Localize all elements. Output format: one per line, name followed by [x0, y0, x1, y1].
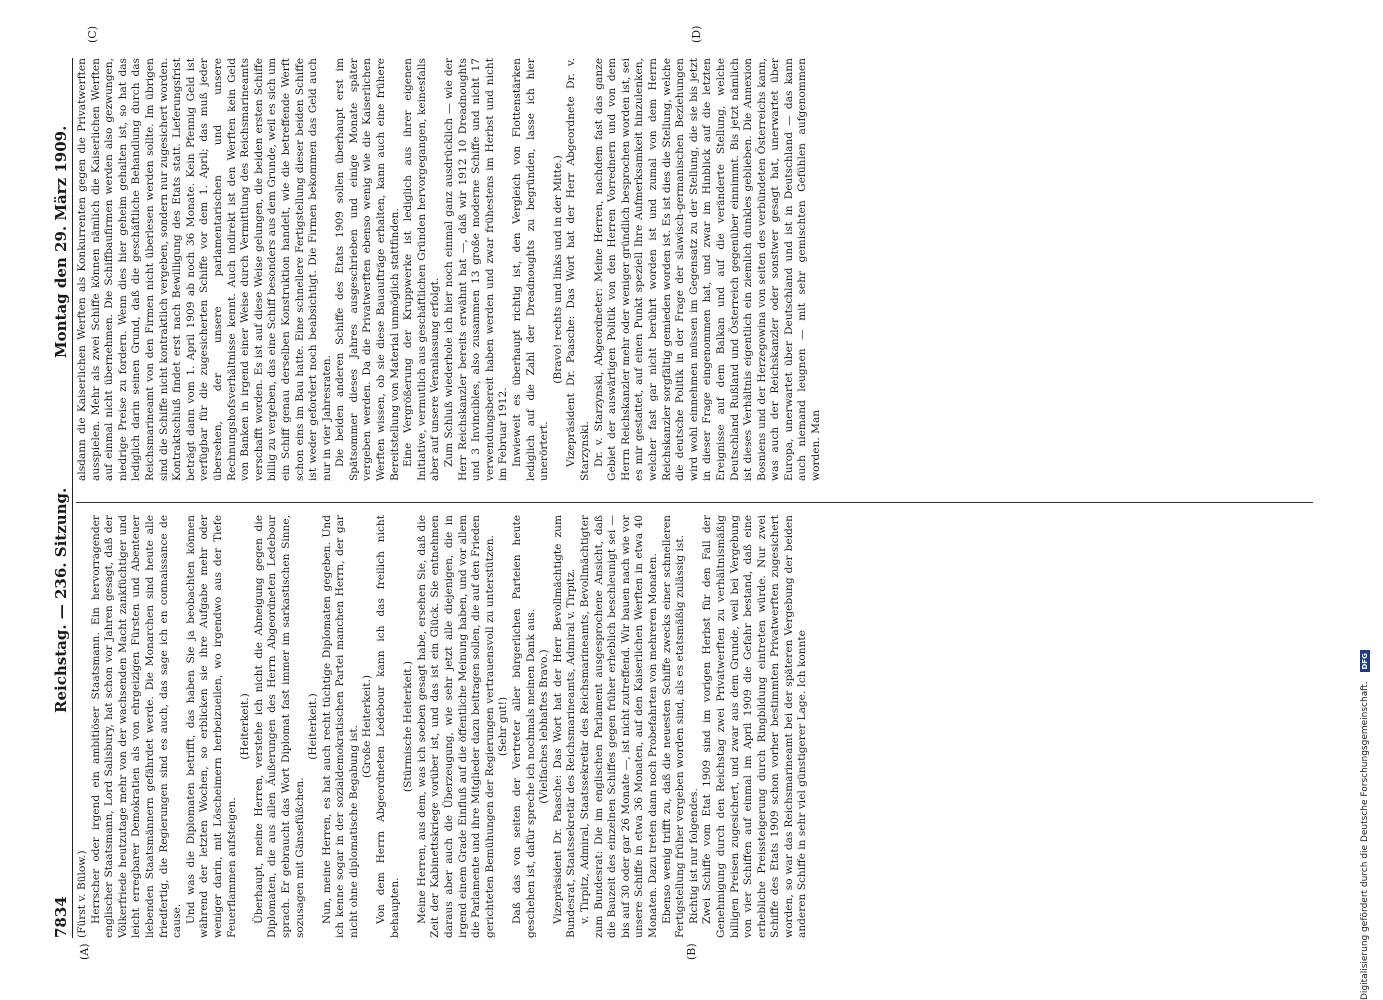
- digitization-credit: [1360, 0, 1376, 1000]
- reaction: (Sehr gut!): [497, 696, 510, 757]
- reaction: (Heiterkeit.): [239, 693, 252, 760]
- header-title: Reichstag. — 236. Sitzung.: [52, 487, 70, 713]
- left-column: [76, 515, 1323, 938]
- paragraph: Daß das von seiten der Vertreter aller bürgerlichen Parteien heute geschehen ist, dafür spreche ich nochmals meinen Dank aus.: [511, 515, 537, 938]
- page-number: 7834: [52, 896, 70, 938]
- paragraph: Richtig ist nur folgendes.: [687, 788, 700, 924]
- paragraph: Und was die Diplomaten betrifft, das haben Sie ja beobachten können während der letzten Wochen, so erblicken sie ihre Aufgabe mehr oder weniger darin, mit Löscheimern herbeizueilen, wo irgendwo aus der Tiefe Feuerflammen aufsteigen.: [184, 515, 238, 938]
- reaction: (Stürmische Heiterkeit.): [402, 660, 415, 793]
- paragraph: Eine Vergrößerung der Kruppwerke ist lediglich aus ihrer eigenen Initiative, vermutlich aus geschäftlichen Gründen hervorgegangen, keinesfalls aber auf unsere Veranlassung erfolgt.: [402, 58, 442, 481]
- paragraph: Überhaupt, meine Herren, verstehe ich nicht die Abneigung gegen die Diplomaten, die aus allen Äußerungen des Herrn Abgeordneten Ledebour sprach. Er gebraucht das Wort Diplomat fast immer im sarkastischen Sinne, sozusagen mit Gänsefüßchen.: [252, 515, 306, 938]
- paragraph: Vizepräsident Dr. Paasche: Das Wort hat der Herr Abgeordnete Dr. v. Starzynski.: [565, 58, 591, 481]
- credit-text: Digitalisierung gefördert durch die Deutsche Forschungsgemeinschaft.: [1360, 681, 1370, 1000]
- paragraph: alsdann die Kaiserlichen Werften als Konkurrenten gegen die Privatwerften ausspielen. Mehr als zwei Schiffe können nämlich die Kaiserlichen Werften auf einmal nicht übernehmen. Die Schiffbaufirmen werden also gezwungen, niedrige Preise zu fordern. Wenn dies hier geheim gehalten ist, so hat das lediglich darin seinen Grund, daß die geschäftliche Behandlung durch das Reichsmarineamt von den Firmen nicht überlesen werden sollte. Im übrigen sind die Schiffe nicht kontraktlich vergeben, sondern nur zugesichert worden. Kontraktschluß findet erst nach Bewilligung des Etats statt. Lieferungsfrist beträgt dann vom 1. April 1909 ab noch 36 Monate. Kein Pfennig Geld ist verfügbar für die zugesicherten Schiffe vor dem 1. April; das muß jeder übersehen, der unsere parlamentarischen und unsere Rechnungshofsverhältnisse kennt. Auch indirekt ist den Werften kein Geld von Banken in irgend einer Weise durch Vermittlung des Reichsmarineamts verschafft worden. Es ist auf diese Weise gelungen, die beiden ersten Schiffe billig zu vergeben, das eine Schiff besonders aus dem Grunde, weil es sich um ein Schiff genau derselben Konstruktion handelt, wie die betreffende Werft schon eins im Bau hatte. Eine schnellere Fertigstellung dieser beiden Schiffe ist weder gefordert noch beabsichtigt. Die Firmen bekommen das Geld auch nur in vier Jahresraten.: [76, 58, 333, 481]
- paragraph: Nun, meine Herren, es hat auch recht tüchtige Diplomaten gegeben. Und ich kenne sogar in der sozialdemokratischen Partei manchen Herrn, der gar nicht ohne diplomatische Begabung ist.: [320, 515, 360, 938]
- paragraph: Ebenso wenig trifft zu, daß die neuesten Schiffe zwecks einer schnelleren Fertigstellung früher vergeben worden sind, als es etatsmäßig zulässig ist.: [660, 515, 687, 938]
- reaction: (Große Heiterkeit.): [361, 674, 374, 779]
- dfg-logo-icon: DFG: [1360, 650, 1370, 672]
- page-header: [52, 58, 72, 938]
- marker-a: (A): [78, 943, 91, 960]
- marker-c: (C): [86, 26, 99, 43]
- reaction: (Vielfaches lebhaftes Bravo.): [538, 649, 551, 804]
- paragraph: Dr. v. Starzynski, Abgeordneter: Meine Herren, nachdem fast das ganze Gebiet der auswärtigen Politik von den Herren Vorrednern und von dem Herrn Reichskanzler mehr oder weniger gründlich besprochen worden ist, sei es mir gestattet, auf einen Punkt speziell Ihre Aufmerksamkeit hinzulenken, welcher fast gar nicht berührt worden ist und zumal von dem Herrn Reichskanzler sorgfältig gemieden worden ist. Es ist dies die Stellung, welche die deutsche Politik in der Frage der slawisch-germanischen Beziehungen wird wohl einnehmen müssen im Gegensatz zu der Stellung, die sie bis jetzt in dieser Frage eingenommen hat, und zwar im Hinblick auf die letzten Ereignisse auf dem Balkan und auf die veränderte Stellung, welche Deutschland Rußland und Österreich gegenüber einnimmt. Bis jetzt nämlich ist dieses Verhältnis eigentlich ein ziemlich dunkles geblieben. Die Annexion Bosniens und der Herzegowina von seiten des verbündeten Österreichs kann, was auch der Reichskanzler oder sonstwer gesagt hat, unerwartet über Europa, unerwartet über Deutschland und ist in Deutschland — das kann auch niemand leugnen — mit sehr gemischten Gefühlen aufgenommen worden. Man: [592, 58, 823, 481]
- column-divider: [76, 502, 1313, 503]
- paragraph: Zum Schluß wiederhole ich hier noch einmal ganz ausdrücklich — wie der Herr Reichskanzler bereits erwähnt hat —, daß wir 1912 10 Dreadnoughts und 3 Invincibles, also zusammen 13 große moderne Schiffe und nicht 17 verwendungsbereit haben werden und zwar frühestens im Herbst und nicht im Februar 1912.: [443, 58, 510, 481]
- paragraph: Inwieweit es überhaupt richtig ist, den Vergleich von Flottenstärken lediglich auf die Zahl der Dreadnoughts zu begründen, lasse ich hier unerörtert.: [511, 58, 551, 481]
- paragraph: Die beiden anderen Schiffe des Etats 1909 sollen überhaupt erst im Spätsommer dieses Jahres ausgeschrieben und einige Monate später vergeben werden. Da die Privatwerften ebenso wenig wie die Kaiserlichen Werften wissen, ob sie diese Bauaufträge erhalten, kann auch eine frühere Bereitstellung von Material unmöglich stattfinden.: [334, 58, 401, 481]
- header-rule: [72, 58, 73, 938]
- header-date: Montag den 29. März 1909.: [52, 125, 70, 358]
- right-column: [76, 58, 1323, 481]
- speaker-note: (Fürst v. Bülow.): [76, 850, 88, 938]
- paragraph: Von dem Herrn Abgeordneten Ledebour kann ich das freilich nicht behaupten.: [375, 515, 401, 938]
- marker-b: (B): [685, 943, 698, 960]
- paragraph: Herrscher oder irgend ein ambitiöser Staatsmann. Ein hervorragender englischer Staatsmann, Lord Salisbury, hat schon vor Jahren gesagt, daß der Völkerfriede heutzutage mehr von der wachsenden Macht zankfüchtiger und leicht erregbarer Demokratien als von ehrgeizigen Fürsten und Abenteuer liebenden Staatsmännern gefährdet werde. Die Monarchen sind heute alle friedfertig, die Regierungen sind es auch, das sage ich en connaissance de cause.: [89, 515, 184, 938]
- marker-d: (D): [690, 25, 703, 43]
- paragraph: v. Tirpitz, Admiral, Staatssekretär des Reichsmarineamts, Bevollmächtigter zum Bundesrat: Die im englischen Parlament ausgesprochene Ansicht, daß die Bauzeit des einzelnen Schiffes gegen früher erheblich beschleunigt sei — bis auf 30 oder gar 26 Monate —, ist nicht zutreffend. Wir bauen nach wie vor unsere Schiffe in etwa 36 Monaten, auf den Kaiserlichen Werften in etwa 40 Monaten. Dazu treten dann noch Probefahrten von mehreren Monaten.: [578, 515, 659, 938]
- reaction: (Bravo! rechts und links und in der Mitte.): [551, 155, 564, 384]
- paragraph: Zwei Schiffe vom Etat 1909 sind im vorigen Herbst für den Fall der Genehmigung durch den Reichstag zwei Privatwerften zu verhältnismäßig billigen Preisen zugesichert, und zwar aus dem Grunde, weil bei Vergebung von vier Schiffen auf einmal im April 1909 die Gefahr bestand, daß eine erhebliche Preissteigerung durch Ringbildung eintreten würde. Nur zwei Schiffe des Etats 1909 schon vorher bestimmten Privatwerften zugesichert worden, so war das Reichsmarineamt bei der späteren Vergebung der beiden anderen Schiffe in sehr viel günstigerer Lage. Ich konnte: [701, 515, 809, 938]
- reaction: (Heiterkeit.): [307, 693, 320, 760]
- paragraph: Meine Herren, aus dem, was ich soeben gesagt habe, ersehen Sie, daß die Zeit der Kabinettskriege vorüber ist, und das ist ein Glück. Sie entnehmen daraus aber auch die Überzeugung, wie sehr jetzt alle diejenigen, die in irgend einem Grade Einfluß auf die öffentliche Meinung haben, und vor allem die Parlamente und ihre Mitglieder dazu beitragen sollen, die auf den Frieden gerichteten Bemühungen der Regierungen vertrauensvoll zu unterstützen.: [415, 515, 496, 938]
- paragraph: Vizepräsident Dr. Paasche: Das Wort hat der Herr Bevollmächtigte zum Bundesrat, Staatssekretär des Reichsmarineamts, Admiral v. Tirpitz.: [551, 515, 578, 938]
